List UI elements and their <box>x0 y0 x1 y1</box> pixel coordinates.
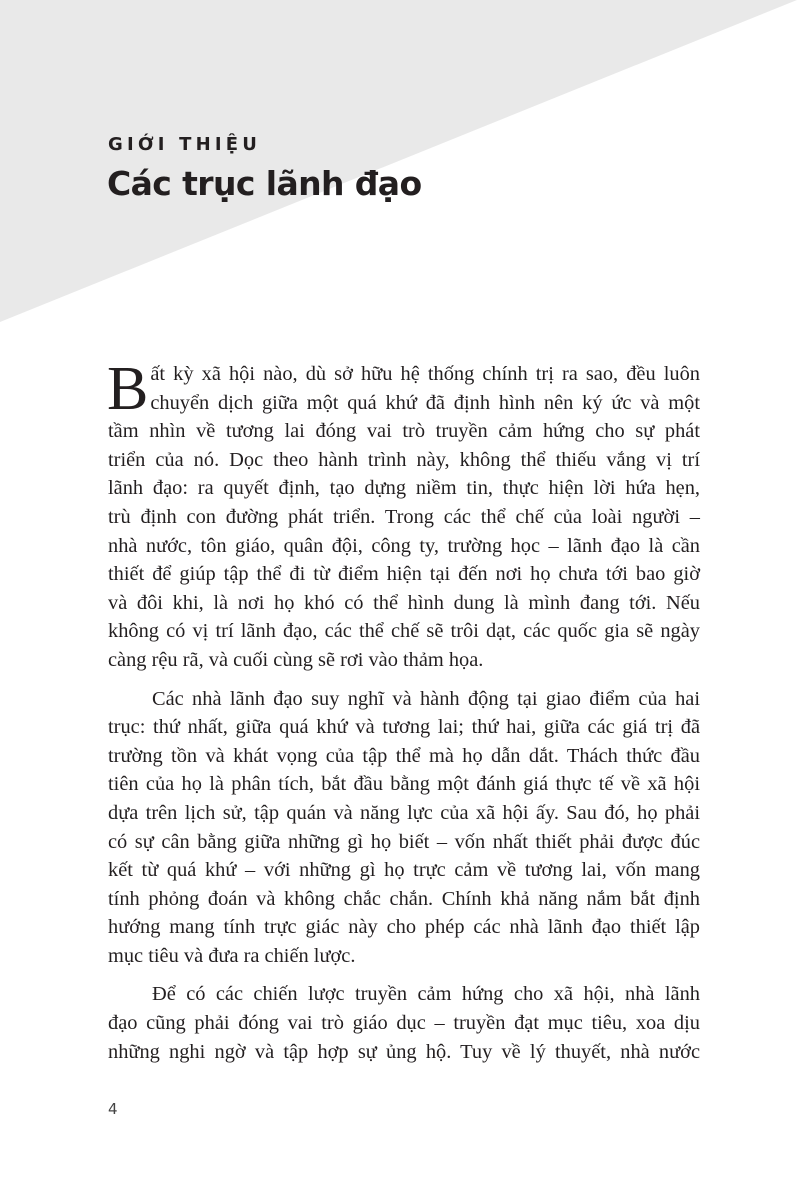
text-line: hướng mang tính trực giác này cho phép các nhà lãnh đạo thiết lập <box>108 916 700 939</box>
paragraph-2 <box>108 685 700 971</box>
drop-cap: B <box>107 355 149 423</box>
text-line: và đôi khi, là nơi họ khó có thể hình dung là mình đang tới. Nếu <box>108 591 700 614</box>
text-line: những nghi ngờ và tập hợp sự ủng hộ. Tuy về lý thuyết, nhà nước <box>108 1040 700 1063</box>
text-line: ất kỳ xã hội nào, dù sở hữu hệ thống chính trị ra sao, đều luôn <box>150 363 700 385</box>
paragraph-1 <box>107 355 700 675</box>
text-line: triển của nó. Dọc theo hành trình này, không thể thiếu vắng vị trí <box>108 448 700 471</box>
text-line: đạo cũng phải đóng vai trò giáo dục – truyền đạt mục tiêu, xoa dịu <box>108 1012 700 1035</box>
text-line: càng rệu rã, và cuối cùng sẽ rơi vào thảm họa. <box>108 648 484 671</box>
page-number: 4 <box>108 1100 118 1118</box>
text-line: lãnh đạo: ra quyết định, tạo dựng niềm tin, thực hiện lời hứa hẹn, <box>108 477 700 500</box>
text-line: có sự cân bằng giữa những gì họ biết – vốn nhất thiết phải được đúc <box>108 830 700 853</box>
text-line: chuyển dịch giữa một quá khứ đã định hình nên ký ức và một <box>150 391 700 414</box>
chapter-title: Các trục lãnh đạo <box>107 164 422 203</box>
body-text <box>107 355 700 1066</box>
text-line: tầm nhìn về tương lai đóng vai trò truyền cảm hứng cho sự phát <box>108 420 700 443</box>
text-line: mục tiêu và đưa ra chiến lược. <box>108 944 356 967</box>
text-line: tiên của họ là phân tích, bắt đầu bằng một đánh giá thực tế về xã hội <box>108 773 700 796</box>
text-line: không có vị trí lãnh đạo, các thể chế sẽ trôi dạt, các quốc gia sẽ ngày <box>108 620 700 643</box>
text-line: Để có các chiến lược truyền cảm hứng cho xã hội, nhà lãnh <box>152 983 700 1006</box>
paragraph-3 <box>108 980 700 1066</box>
text-line: trục: thứ nhất, giữa quá khứ và tương lai; thứ hai, giữa các giá trị đã <box>108 716 700 739</box>
text-line: dựa trên lịch sử, tập quán và năng lực của xã hội ấy. Sau đó, họ phải <box>108 801 700 824</box>
text-line: trường tồn và khát vọng của tập thể mà họ dẫn dắt. Thách thức đầu <box>108 744 700 767</box>
text-line: thiết để giúp tập thể đi từ điểm hiện tại đến nơi họ chưa tới bao giờ <box>108 563 700 586</box>
chapter-label: GIỚI THIỆU <box>108 134 262 155</box>
text-line: trù định con đường phát triển. Trong các thể chế của loài người – <box>108 505 700 528</box>
text-line: nhà nước, tôn giáo, quân đội, công ty, trường học – lãnh đạo là cần <box>108 534 700 557</box>
text-line: kết từ quá khứ – với những gì họ trực cảm về tương lai, vốn mang <box>108 859 700 882</box>
text-line: tính phỏng đoán và không chắc chắn. Chính khả năng nắm bắt định <box>108 887 700 910</box>
text-line: Các nhà lãnh đạo suy nghĩ và hành động tại giao điểm của hai <box>152 687 700 710</box>
